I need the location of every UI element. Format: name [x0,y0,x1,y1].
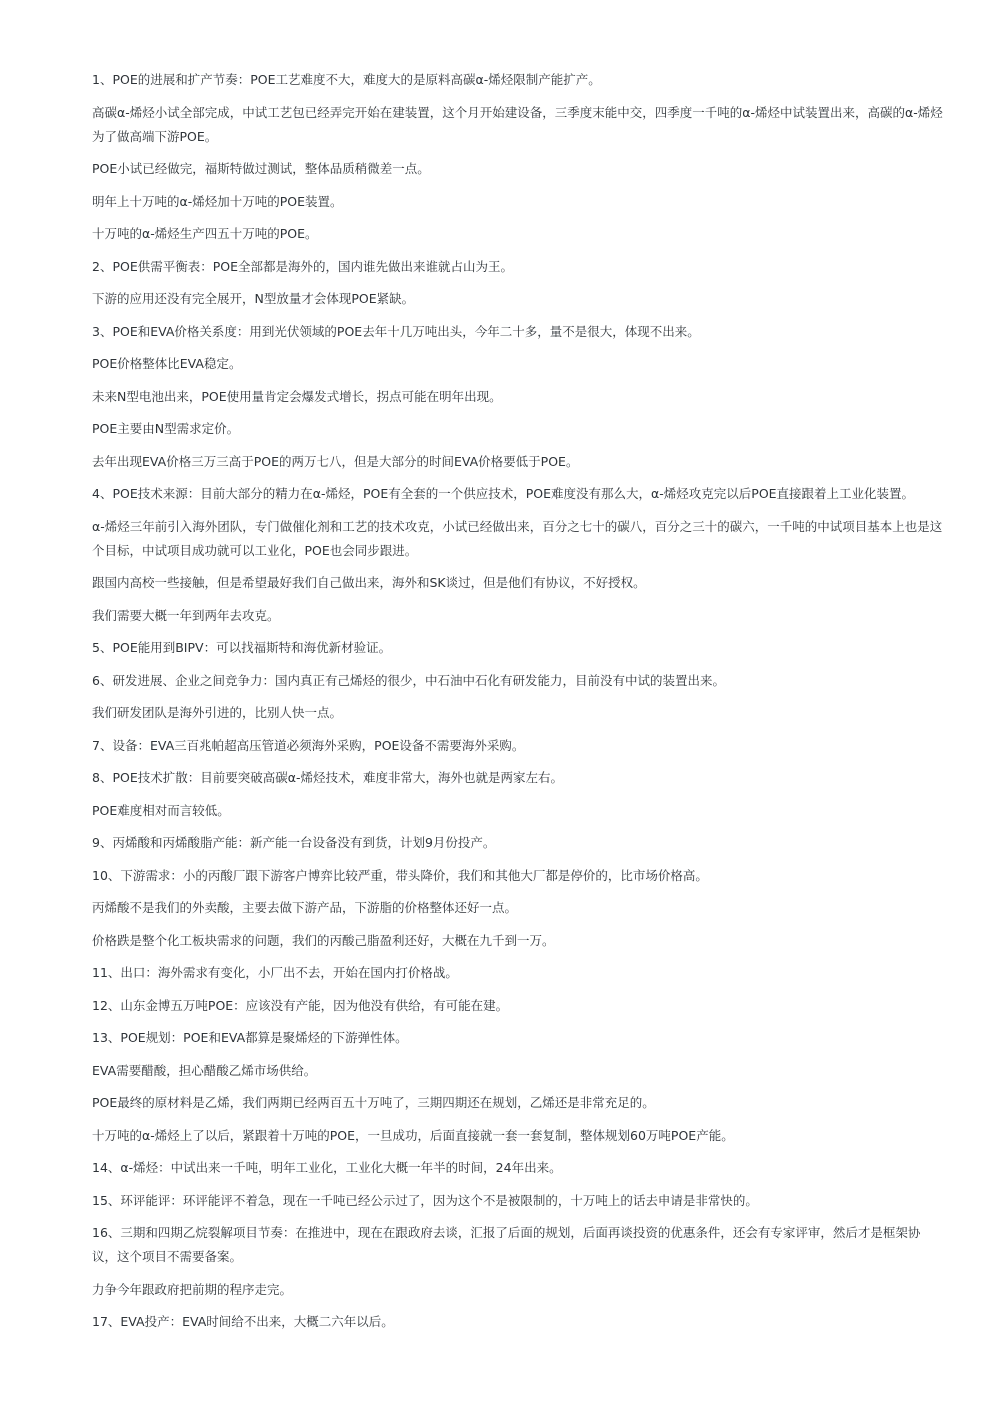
paragraph: POE难度相对而言较低。 [92,802,230,818]
paragraph: 12、山东金博五万吨POE：应该没有产能，因为他没有供给，有可能在建。 [92,997,509,1013]
paragraph: 15、环评能评：环评能评不着急，现在一千吨已经公示过了，因为这个不是被限制的，十万吨上的话去申请是非常快的。 [92,1192,758,1208]
paragraph: POE主要由N型需求定价。 [92,421,240,436]
paragraph: 我们研发团队是海外引进的，比别人快一点。 [92,705,343,720]
paragraph: POE价格整体比EVA稳定。 [92,356,242,371]
paragraph: 1、POE的进展和扩产节奏：POE工艺难度不大，难度大的是原料高碳α-烯烃限制产能扩产。 [92,72,601,87]
paragraph: 下游的应用还没有完全展开，N型放量才会体现POE紧缺。 [92,291,415,306]
paragraph: 7、设备：EVA三百兆帕超高压管道必须海外采购，POE设备不需要海外采购。 [92,737,525,753]
paragraph: 16、三期和四期乙烷裂解项目节奏：在推进中，现在在跟政府去谈，汇报了后面的规划，后面再谈投资的优惠条件，还会有专家评审，然后才是框架协议，这个项目不需要备案。 [92,1225,921,1264]
paragraph: α-烯烃三年前引入海外团队，专门做催化剂和工艺的技术攻克，小试已经做出来，百分之七十的碳八，百分之三十的碳六，一千吨的中试项目基本上也是这个目标，中试项目成功就可以工业化，POE也会同步跟进。 [92,518,943,558]
paragraph: 2、POE供需平衡表：POE全部都是海外的，国内谁先做出来谁就占山为王。 [92,258,514,274]
paragraph: 未来N型电池出来，POE使用量肯定会爆发式增长，拐点可能在明年出现。 [92,388,502,404]
paragraph: 跟国内高校一些接触，但是希望最好我们自己做出来，海外和SK谈过，但是他们有协议，不好授权。 [92,575,646,590]
paragraph: 力争今年跟政府把前期的程序走完。 [92,1281,293,1297]
paragraph: 明年上十万吨的α-烯烃加十万吨的POE装置。 [92,193,343,209]
paragraph: EVA需要醋酸，担心醋酸乙烯市场供给。 [92,1062,317,1078]
paragraph: 去年出现EVA价格三万三高于POE的两万七八，但是大部分的时间EVA价格要低于POE。 [92,453,579,469]
paragraph: 高碳α-烯烃小试全部完成，中试工艺包已经弄完开始在建装置，这个月开始建设备，三季度末能中交，四季度一千吨的α-烯烃中试装置出来，高碳的α-烯烃为了做高端下游POE。 [92,104,943,144]
paragraph: 4、POE技术来源：目前大部分的精力在α-烯烃，POE有全套的一个供应技术，POE难度没有那么大，α-烯烃攻克完以后POE直接跟着上工业化装置。 [92,486,915,501]
paragraph: 5、POE能用到BIPV：可以找福斯特和海优新材验证。 [92,640,392,655]
paragraph: POE最终的原材料是乙烯，我们两期已经两百五十万吨了，三期四期还在规划，乙烯还是非常充足的。 [92,1095,655,1110]
paragraph: 价格跌是整个化工板块需求的问题，我们的丙酸己脂盈利还好，大概在九千到一万。 [92,932,555,948]
paragraph: 十万吨的α-烯烃生产四五十万吨的POE。 [92,226,318,241]
paragraph: 8、POE技术扩散：目前要突破高碳α-烯烃技术，难度非常大，海外也就是两家左右。 [92,770,563,785]
paragraph: POE小试已经做完，福斯特做过测试，整体品质稍微差一点。 [92,161,430,176]
paragraph: 9、丙烯酸和丙烯酸脂产能：新产能一台设备没有到货，计划9月份投产。 [92,835,496,850]
paragraph: 17、EVA投产：EVA时间给不出来，大概二六年以后。 [92,1314,394,1329]
paragraph: 10、下游需求：小的丙酸厂跟下游客户博弈比较严重，带头降价，我们和其他大厂都是停价的，比市场价格高。 [92,867,708,883]
paragraph: 6、研发进展、企业之间竞争力：国内真正有己烯烃的很少，中石油中石化有研发能力，目前没有中试的装置出来。 [92,672,725,688]
paragraph: 11、出口：海外需求有变化，小厂出不去，开始在国内打价格战。 [92,965,458,980]
paragraph: 丙烯酸不是我们的外卖酸，主要去做下游产品，下游脂的价格整体还好一点。 [92,900,518,915]
paragraph: 3、POE和EVA价格关系度：用到光伏领域的POE去年十几万吨出头，今年二十多，量不是很大，体现不出来。 [92,323,700,339]
paragraph: 13、POE规划：POE和EVA都算是聚烯烃的下游弹性体。 [92,1030,408,1045]
paragraph: 十万吨的α-烯烃上了以后，紧跟着十万吨的POE，一旦成功，后面直接就一套一套复制，整体规划60万吨POE产能。 [92,1127,734,1143]
paragraph: 我们需要大概一年到两年去攻克。 [92,607,280,623]
paragraph: 14、α-烯烃：中试出来一千吨，明年工业化，工业化大概一年半的时间，24年出来。 [92,1160,562,1175]
